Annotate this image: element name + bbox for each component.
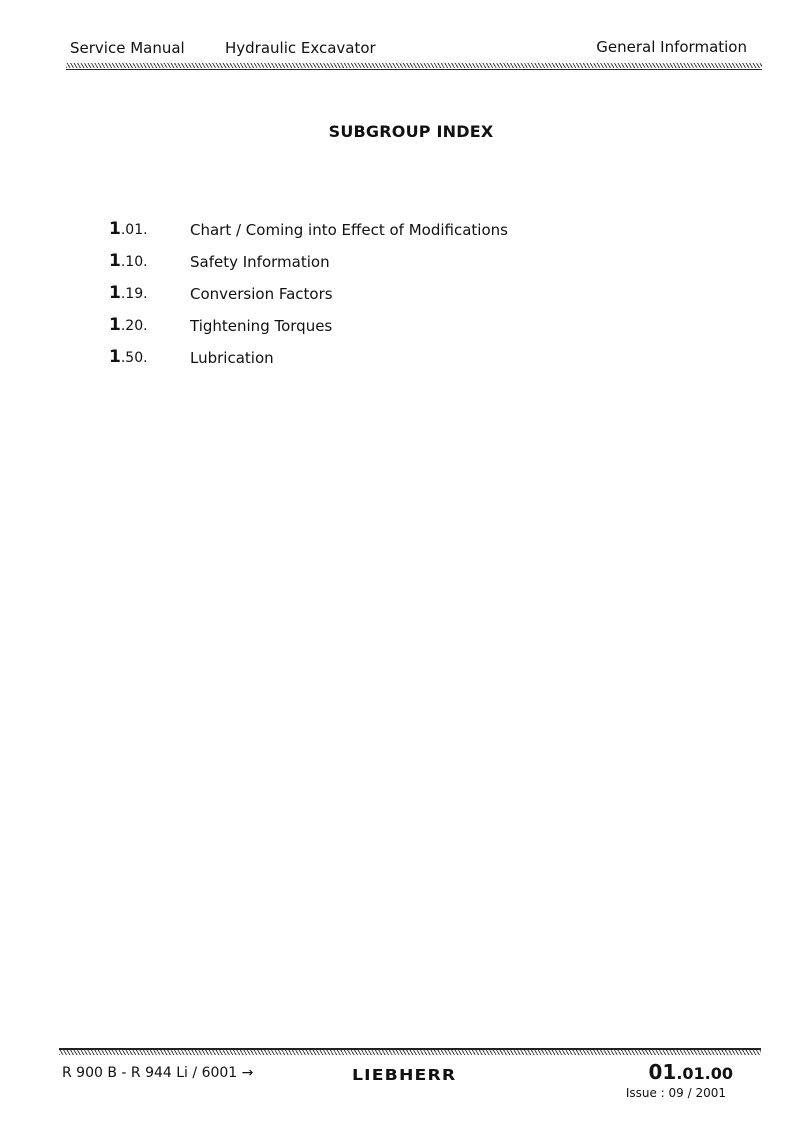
header-machine-type: Hydraulic Excavator [225,39,376,57]
index-entry[interactable] [109,251,669,283]
index-number: 1.10. [109,251,148,271]
index-label: Safety Information [190,253,330,271]
footer-divider [59,1050,761,1055]
index-entry[interactable] [109,315,669,347]
page-title: SUBGROUP INDEX [328,122,494,141]
subgroup-index-list [109,219,669,379]
index-entry[interactable] [109,219,669,251]
header-section: General Information [596,38,747,56]
header-divider [66,63,762,68]
index-label: Lubrication [190,349,274,367]
header-manual-type: Service Manual [70,39,185,57]
index-entry[interactable] [109,347,669,379]
index-entry[interactable] [109,283,669,315]
index-number: 1.19. [109,283,148,303]
index-label: Conversion Factors [190,285,333,303]
index-number: 1.01. [109,219,148,239]
footer-model-range: R 900 B - R 944 Li / 6001 → [62,1065,254,1081]
liebherr-logo: LIEBHERR [352,1066,457,1084]
index-label: Tightening Torques [190,317,333,335]
index-number: 1.50. [109,347,148,367]
index-number: 1.20. [109,315,148,335]
index-label: Chart / Coming into Effect of Modifications [190,221,508,239]
issue-date: Issue : 09 / 2001 [625,1086,726,1100]
document-number: 01.01.00 [648,1060,733,1084]
